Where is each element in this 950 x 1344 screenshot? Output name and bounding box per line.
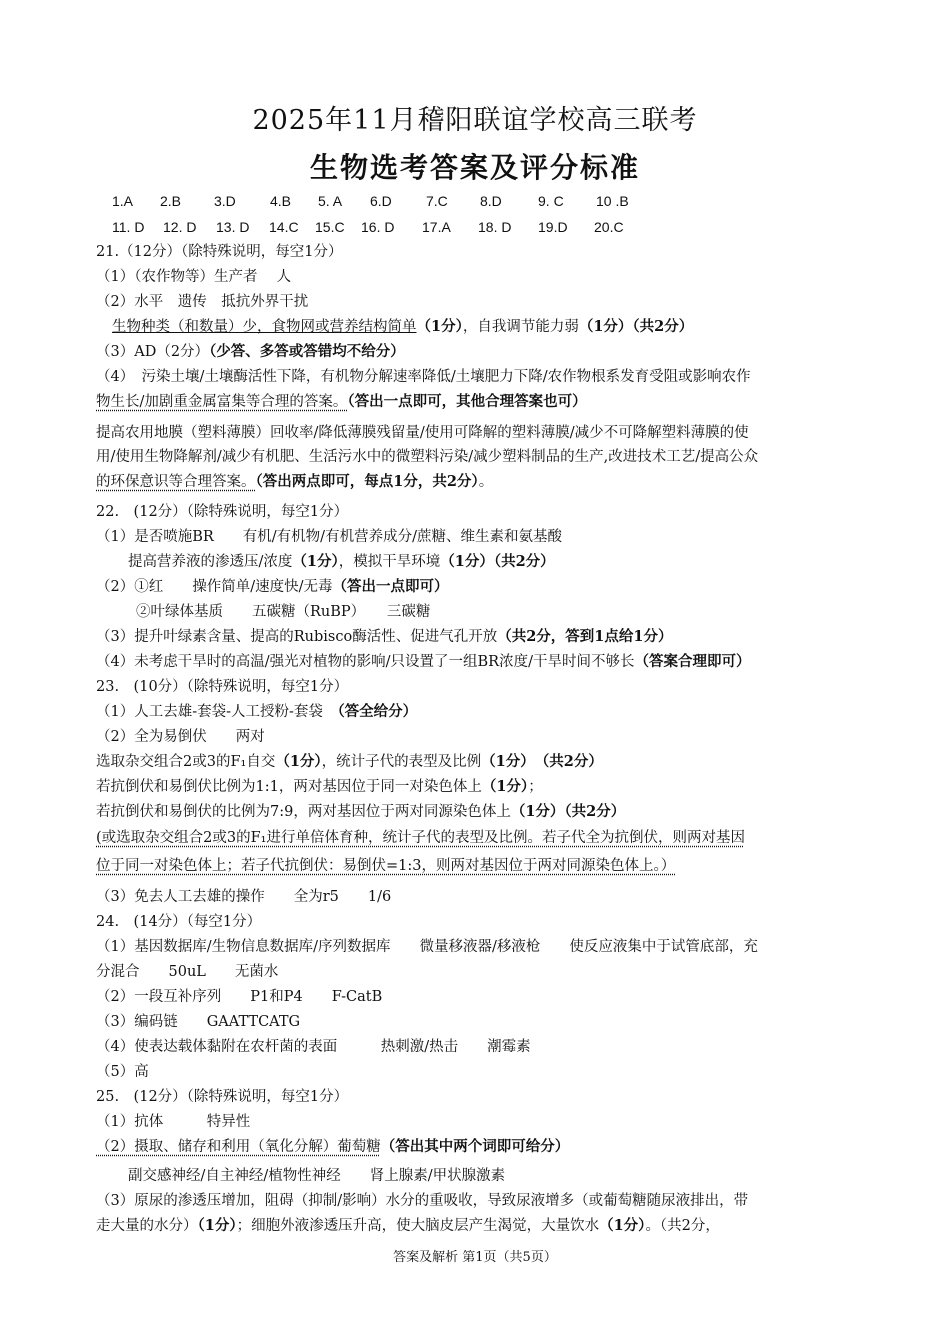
q24-header: 24. (14分）（每空1分）: [96, 914, 262, 930]
answer-text: 提高营养液的渗透压/浓度: [128, 554, 293, 570]
mcq-answer: 10 .B: [596, 193, 629, 209]
q23-line: [96, 802, 625, 822]
q24-line: 分混合 50uL 无菌水: [96, 964, 279, 980]
mcq-answer: 12. D: [163, 219, 197, 235]
score-note: （答全给分）: [337, 703, 418, 720]
score-note: （答出一点即可）: [332, 578, 449, 595]
answer-text: ，模拟干旱环境: [338, 554, 441, 570]
answer-text: （2）摄取、储存和利用（氧化分解）葡萄糖: [96, 1139, 381, 1155]
answer-text: （4）未考虑干旱时的高温/强光对植物的影响/只设置了一组BR浓度/干旱时间不够长: [96, 654, 635, 670]
mcq-answer: 4.B: [270, 193, 292, 209]
answer-text: 选取杂交组合2或3的F₁自交: [96, 754, 276, 770]
score-note: （1分）: [416, 318, 463, 335]
q22-header: 22. (12分）（除特殊说明，每空1分）: [96, 504, 349, 520]
mcq-answer: 11. D: [112, 219, 145, 235]
score-note: （1分）（共2分）: [578, 318, 694, 335]
answer-text: 生物种类（和数量）少，食物网或营养结构简单: [112, 319, 417, 335]
q22-line: [128, 552, 555, 572]
mcq-answer: 15.C: [315, 219, 345, 235]
q25-header: 25. (12分）（除特殊说明，每空1分）: [96, 1089, 349, 1105]
score-note: （1分）（共2分）: [510, 803, 626, 820]
mcq-answer: 8.D: [480, 193, 502, 209]
q21-line: [96, 392, 587, 412]
mcq-answer: 9. C: [538, 193, 564, 209]
q21-line: （1）（农作物等）生产者 人: [96, 269, 292, 285]
answer-text: 若抗倒伏和易倒伏的比例为7:9，两对基因位于两对同源染色体上: [96, 804, 511, 820]
answer-text: 走大量的水分）: [96, 1218, 198, 1234]
answer-text: 若抗倒伏和易倒伏比例为1:1，两对基因位于同一对染色体上: [96, 779, 482, 795]
mcq-answer: 1.A: [112, 193, 134, 209]
score-note: （1分）（共2分）: [440, 553, 555, 570]
score-note: （1分）: [197, 1217, 237, 1234]
score-note: （共2分，答到1点给1分）: [497, 628, 673, 645]
answer-text: （3）提升叶绿素含量、提高的Rubisco酶活性、促进气孔开放: [96, 629, 498, 645]
q22-line: [96, 627, 672, 647]
q21-header: 21.（12分）（除特殊说明，每空1分）: [96, 244, 343, 260]
q25-line: [96, 1137, 569, 1157]
answer-text: 。（共2分，: [645, 1218, 720, 1234]
q25-line: （1）抗体 特异性: [96, 1114, 251, 1130]
q24-line: （5）高: [96, 1064, 149, 1080]
mcq-answer: 6.D: [370, 193, 392, 209]
q21-line: 用/使用生物降解剂/减少有机肥、生活污水中的微塑料污染/减少塑料制品的生产,改进技术工艺/提高公众: [96, 449, 759, 465]
page-footer: 答案及解析 第1页（共5页）: [393, 1250, 557, 1265]
score-note: （1分）: [275, 753, 322, 770]
answer-text: ；细胞外液渗透压升高，使大脑皮层产生渴觉，大量饮水: [236, 1218, 600, 1234]
mcq-answer: 17.A: [422, 219, 451, 235]
score-note: （答出一点即可，其他合理答案也可）: [347, 393, 587, 410]
score-note: （1分）: [481, 778, 529, 795]
q21-line: （2）水平 遗传 抵抗外界干扰: [96, 294, 309, 310]
q24-line: （3）编码链 GAATTCATG: [96, 1014, 301, 1030]
score-note: （答案合理即可）: [634, 653, 751, 670]
answer-text: （2）①红 操作简单/速度快/无毒: [96, 579, 333, 595]
answer-text: 的环保意识等合理答案。: [96, 474, 256, 490]
q22-line: ②叶绿体基质 五碳糖（RuBP） 三碳糖: [136, 604, 431, 620]
answer-text: （1）人工去雄-套袋-人工授粉-套袋: [96, 704, 338, 720]
q25-line: 副交感神经/自主神经/植物性神经 肾上腺素/甲状腺激素: [128, 1168, 506, 1184]
q23-line: [96, 777, 543, 797]
mcq-answer: 18. D: [478, 219, 512, 235]
score-note: （答出两点即可，每点1分，共2分）: [255, 473, 479, 490]
answer-text: ，自我调节能力弱: [462, 319, 579, 335]
mcq-answer: 7.C: [426, 193, 448, 209]
answer-text: ，统计子代的表型及比例: [321, 754, 482, 770]
answer-text: 物生长/加剧重金属富集等合理的答案。: [96, 394, 348, 410]
score-note: （答出其中两个词即可给分）: [380, 1138, 570, 1155]
mcq-answer: 13. D: [216, 219, 250, 235]
mcq-answer: 5. A: [318, 193, 343, 209]
q23-line: （3）免去人工去雄的操作 全为r5 1/6: [96, 889, 392, 905]
mcq-answer: 19.D: [538, 219, 568, 235]
q23-header: 23. (10分）（除特殊说明，每空1分）: [96, 679, 349, 695]
q24-line: （1）基因数据库/生物信息数据库/序列数据库 微量移液器/移液枪 使反应液集中于试管底部，充: [96, 939, 758, 955]
q22-line: （1）是否喷施BR 有机/有机物/有机营养成分/蔗糖、维生素和氨基酸: [96, 529, 562, 545]
q21-line: 提高农用地膜（塑料薄膜）回收率/降低薄膜残留量/使用可降解的塑料薄膜/减少不可降解塑料薄膜的使: [96, 425, 749, 441]
answer-text: 。: [478, 474, 494, 490]
score-note: （1分） （共2分）: [481, 753, 603, 770]
page-title: 2025年11月稽阳联谊学校高三联考: [252, 105, 698, 136]
page-subtitle: 生物选考答案及评分标准: [309, 151, 640, 184]
mcq-answer: 2.B: [160, 193, 182, 209]
score-note: （少答、多答或答错均不给分）: [209, 343, 405, 360]
mcq-answer: 3.D: [214, 193, 236, 209]
q21-line: [112, 317, 693, 337]
mcq-answer: 16. D: [361, 219, 395, 235]
q21-line: [96, 472, 493, 492]
score-note: （1分）: [599, 1217, 646, 1234]
q23-line: (或选取杂交组合2或3的F₁进行单倍体育种，统计子代的表型及比例。若子代全为抗倒伏，则两对基因: [96, 830, 745, 846]
q24-line: （2）一段互补序列 P1和P4 F-CatB: [96, 989, 383, 1005]
q22-line: [96, 652, 750, 672]
q25-line: （3）原尿的渗透压增加，阻碍（抑制/影响）水分的重吸收，导致尿液增多（或葡萄糖随尿液排出，带: [96, 1193, 749, 1209]
q23-line: [96, 702, 417, 722]
answer-text: ；: [528, 779, 543, 795]
q23-line: 位于同一对染色体上；若子代抗倒伏：易倒伏=1:3，则两对基因位于两对同源染色体上。）: [96, 858, 676, 874]
q23-line: （2）全为易倒伏 两对: [96, 729, 265, 745]
q21-line: [96, 342, 405, 362]
mcq-answer: 20.C: [594, 219, 624, 235]
q24-line: （4）使表达载体黏附在农杆菌的表面 热刺激/热击 潮霉素: [96, 1039, 531, 1055]
answer-text: （3）AD（2分）: [96, 344, 210, 360]
score-note: （1分）: [292, 553, 339, 570]
mcq-answer: 14.C: [269, 219, 299, 235]
q22-line: [96, 577, 449, 597]
q25-line: [96, 1216, 720, 1236]
q21-line: （4） 污染土壤/土壤酶活性下降，有机物分解速率降低/土壤肥力下降/农作物根系发育受阻或影响农作: [96, 369, 751, 385]
q23-line: [96, 752, 603, 772]
